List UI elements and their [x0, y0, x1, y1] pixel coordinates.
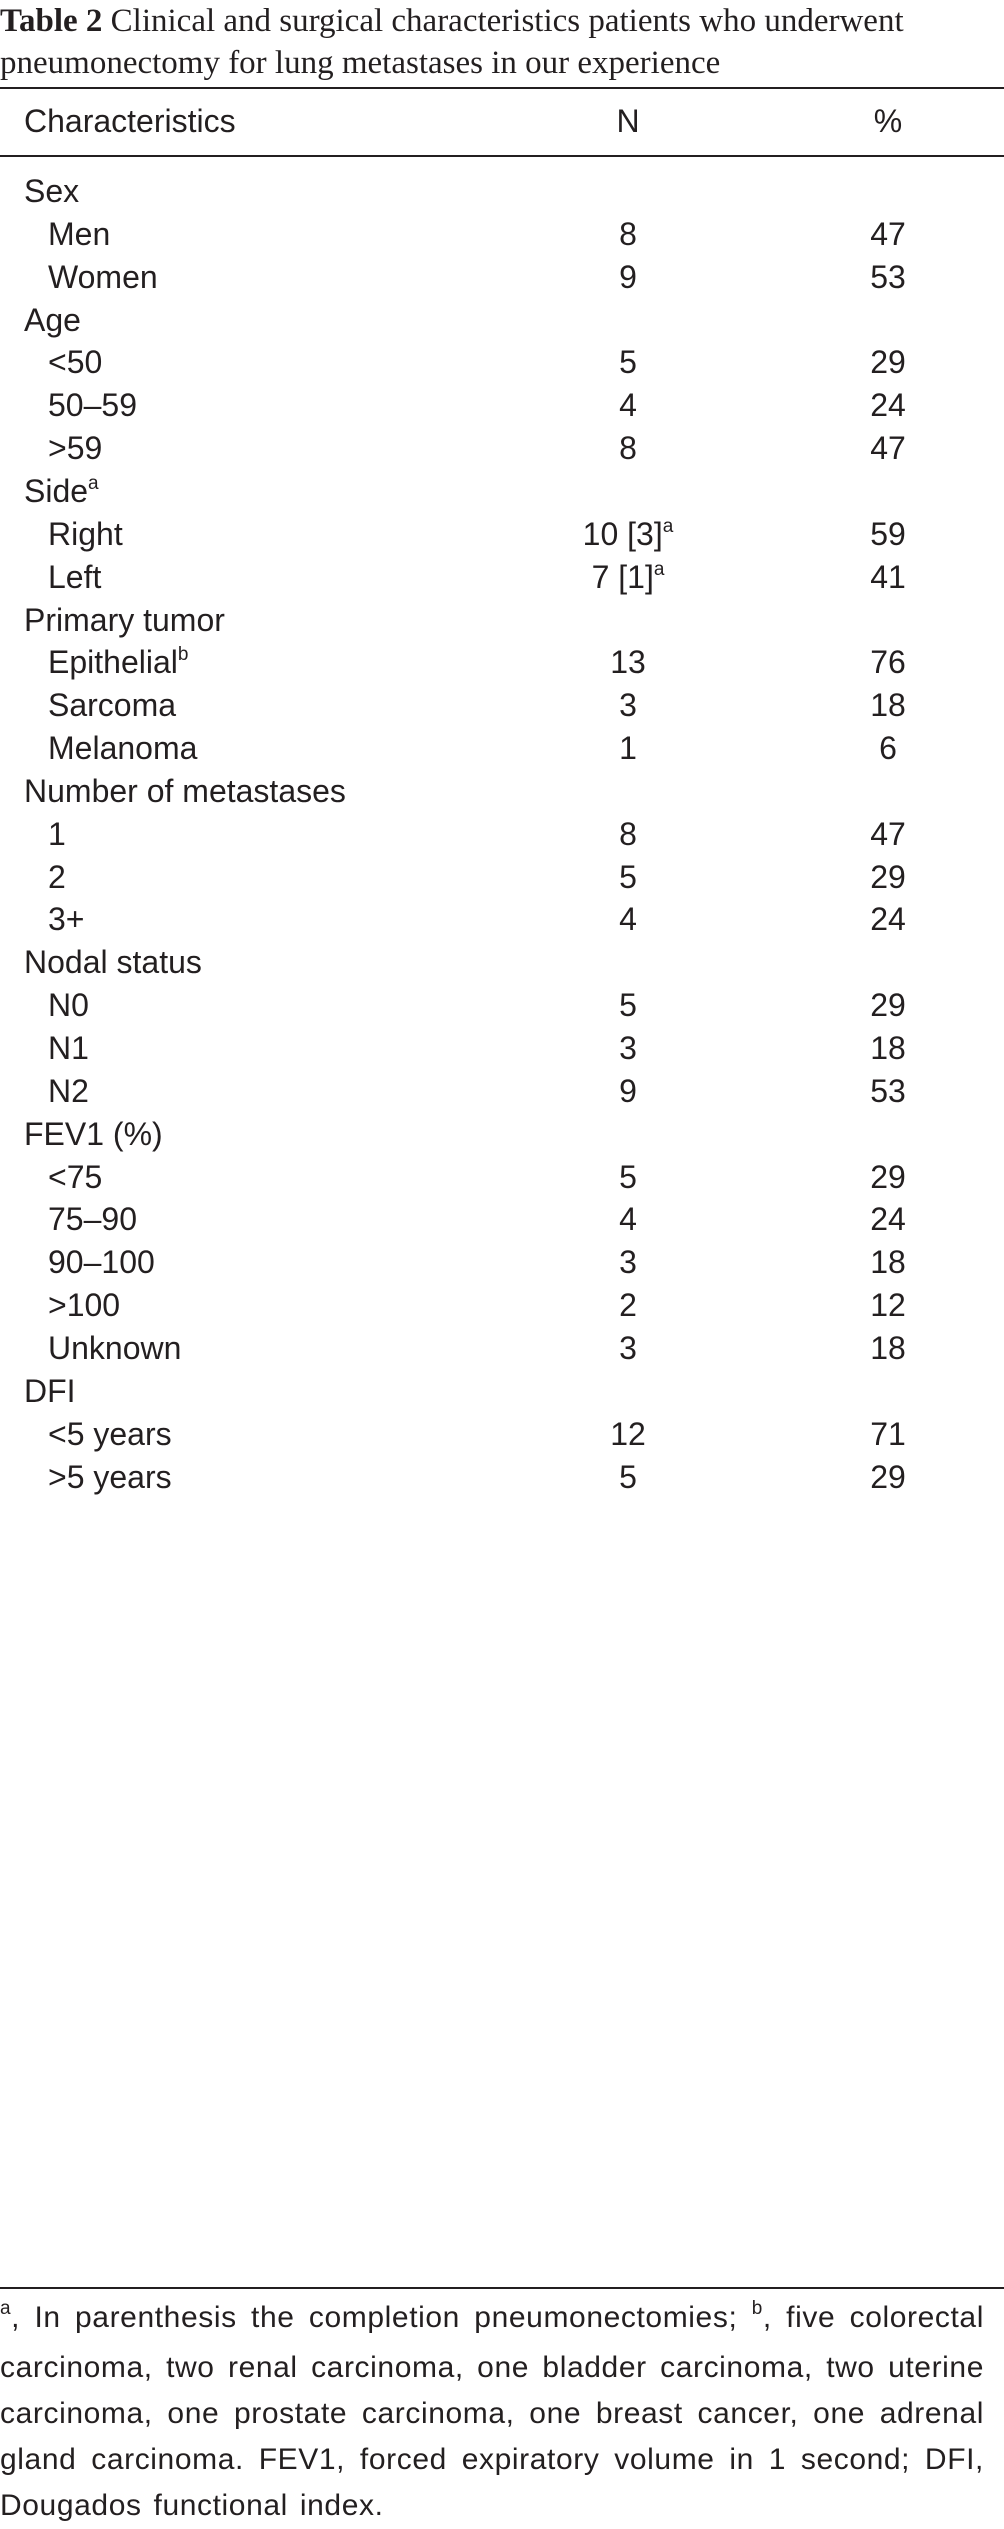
percent-cell: 47 — [870, 215, 906, 252]
percent-cell: 29 — [870, 344, 906, 381]
label-text: >59 — [48, 430, 103, 467]
label-text: Men — [48, 215, 111, 252]
label-text: N0 — [48, 987, 89, 1024]
count-value: 9 — [619, 1072, 637, 1109]
label-text: FEV1 (%) — [24, 1115, 163, 1152]
label-text: 2 — [48, 858, 66, 895]
percent-cell: 29 — [870, 858, 906, 895]
label-text: N1 — [48, 1030, 89, 1066]
label-text: Primary tumor — [24, 601, 225, 638]
count-value: 8 — [619, 815, 637, 852]
count-value: 9 — [619, 258, 637, 295]
header-characteristics: Characteristics — [24, 103, 236, 139]
label-text: N2 — [48, 1072, 89, 1109]
percent-cell: 24 — [870, 901, 906, 938]
label-text: 50–59 — [48, 387, 137, 424]
table-number: Table 2 — [0, 3, 103, 39]
percent-cell: 18 — [870, 1030, 906, 1066]
label-text: 90–100 — [48, 1244, 155, 1281]
label-text: 1 — [48, 815, 66, 852]
table-footnote — [0, 2289, 984, 2529]
label-text: Sex — [24, 173, 80, 209]
label-text: Unknown — [48, 1329, 182, 1366]
table-header-row — [0, 88, 1004, 157]
label-text: Women — [48, 258, 158, 295]
label-text: Number of metastases — [24, 772, 346, 809]
count-value: 5 — [619, 1458, 637, 1495]
label-text: Age — [24, 301, 81, 338]
count-value: 12 — [610, 1415, 646, 1452]
count-value: 8 — [619, 215, 637, 252]
count-value: 4 — [619, 387, 637, 424]
count-value: 5 — [619, 987, 637, 1024]
label-text: Melanoma — [48, 730, 198, 767]
label-text: >100 — [48, 1287, 121, 1324]
count-value: 1 — [619, 730, 637, 767]
percent-cell: 29 — [870, 1458, 906, 1495]
count-value: 5 — [619, 858, 637, 895]
count-value: 4 — [619, 1201, 637, 1238]
count-value: 2 — [619, 1287, 637, 1324]
footnote-mark-b: b — [751, 2298, 763, 2319]
percent-cell: 53 — [870, 258, 906, 295]
footnote-a-text: , In parenthesis the completion pneumonectomies; — [11, 2301, 752, 2334]
percent-cell: 12 — [870, 1287, 906, 1324]
footnote-mark-a: a — [0, 2298, 12, 2319]
percent-cell: 24 — [870, 1201, 906, 1238]
label-text: 3+ — [48, 901, 85, 938]
label-text: Side — [24, 472, 89, 509]
count-value: 10 [3] — [582, 515, 663, 552]
footnote-marker: a — [662, 515, 674, 537]
label-text: DFI — [24, 1372, 76, 1409]
percent-cell: 29 — [870, 1158, 906, 1195]
footnote-b-text: , five colorectal carcinoma, two renal carcinoma, one bladder carcinoma, two uterine carcinoma, one prostate carcinoma, one breast cancer, one adrenal gland carcinoma. FEV1, forced expiratory volume in 1 second; DFI, Dougados functional index. — [0, 2301, 984, 2522]
label-text: >5 years — [48, 1458, 172, 1495]
footnote-marker: b — [177, 644, 189, 666]
footnote-marker: a — [88, 472, 99, 494]
table-title: Clinical and surgical characteristics patients who underwent pneumonectomy for lung metastases in our experience — [0, 3, 904, 81]
percent-cell: 47 — [870, 815, 906, 852]
label-text: Epithelial — [48, 644, 178, 681]
percent-cell: 6 — [879, 730, 897, 767]
count-value: 13 — [610, 644, 646, 681]
percent-cell: 47 — [870, 430, 906, 467]
count-value: 3 — [619, 687, 637, 724]
percent-cell: 71 — [870, 1415, 906, 1452]
label-text: Right — [48, 515, 123, 552]
table-row — [0, 1443, 1004, 1512]
count-value: 5 — [619, 344, 637, 381]
percent-cell: 53 — [870, 1072, 906, 1109]
label-text: 75–90 — [48, 1201, 137, 1238]
table-caption — [0, 0, 1004, 84]
row-label — [48, 1443, 172, 1512]
label-text: <75 — [48, 1158, 103, 1195]
footnote-marker: a — [653, 558, 665, 580]
percent-cell: 29 — [870, 987, 906, 1024]
percent-cell: 24 — [870, 387, 906, 424]
count-value: 4 — [619, 901, 637, 938]
count-value: 3 — [619, 1030, 637, 1066]
count-value: 7 [1] — [591, 558, 654, 595]
count-value: 8 — [619, 430, 637, 467]
percent-cell: 18 — [870, 1244, 906, 1281]
count-value: 5 — [619, 1158, 637, 1195]
label-text: Sarcoma — [48, 687, 177, 724]
header-percent: % — [873, 103, 903, 139]
count-value: 3 — [619, 1244, 637, 1281]
label-text: <5 years — [48, 1415, 172, 1452]
percent-cell: 18 — [870, 687, 906, 724]
label-text: Left — [48, 558, 102, 595]
label-text: <50 — [48, 344, 103, 381]
percent-cell: 41 — [870, 558, 906, 595]
percent-cell: 76 — [870, 644, 906, 681]
header-n: N — [616, 103, 640, 139]
percent-cell: 18 — [870, 1329, 906, 1366]
label-text: Nodal status — [24, 944, 202, 981]
count-cell — [528, 1443, 728, 1512]
count-value: 3 — [619, 1329, 637, 1366]
percent-cell: 59 — [870, 515, 906, 552]
